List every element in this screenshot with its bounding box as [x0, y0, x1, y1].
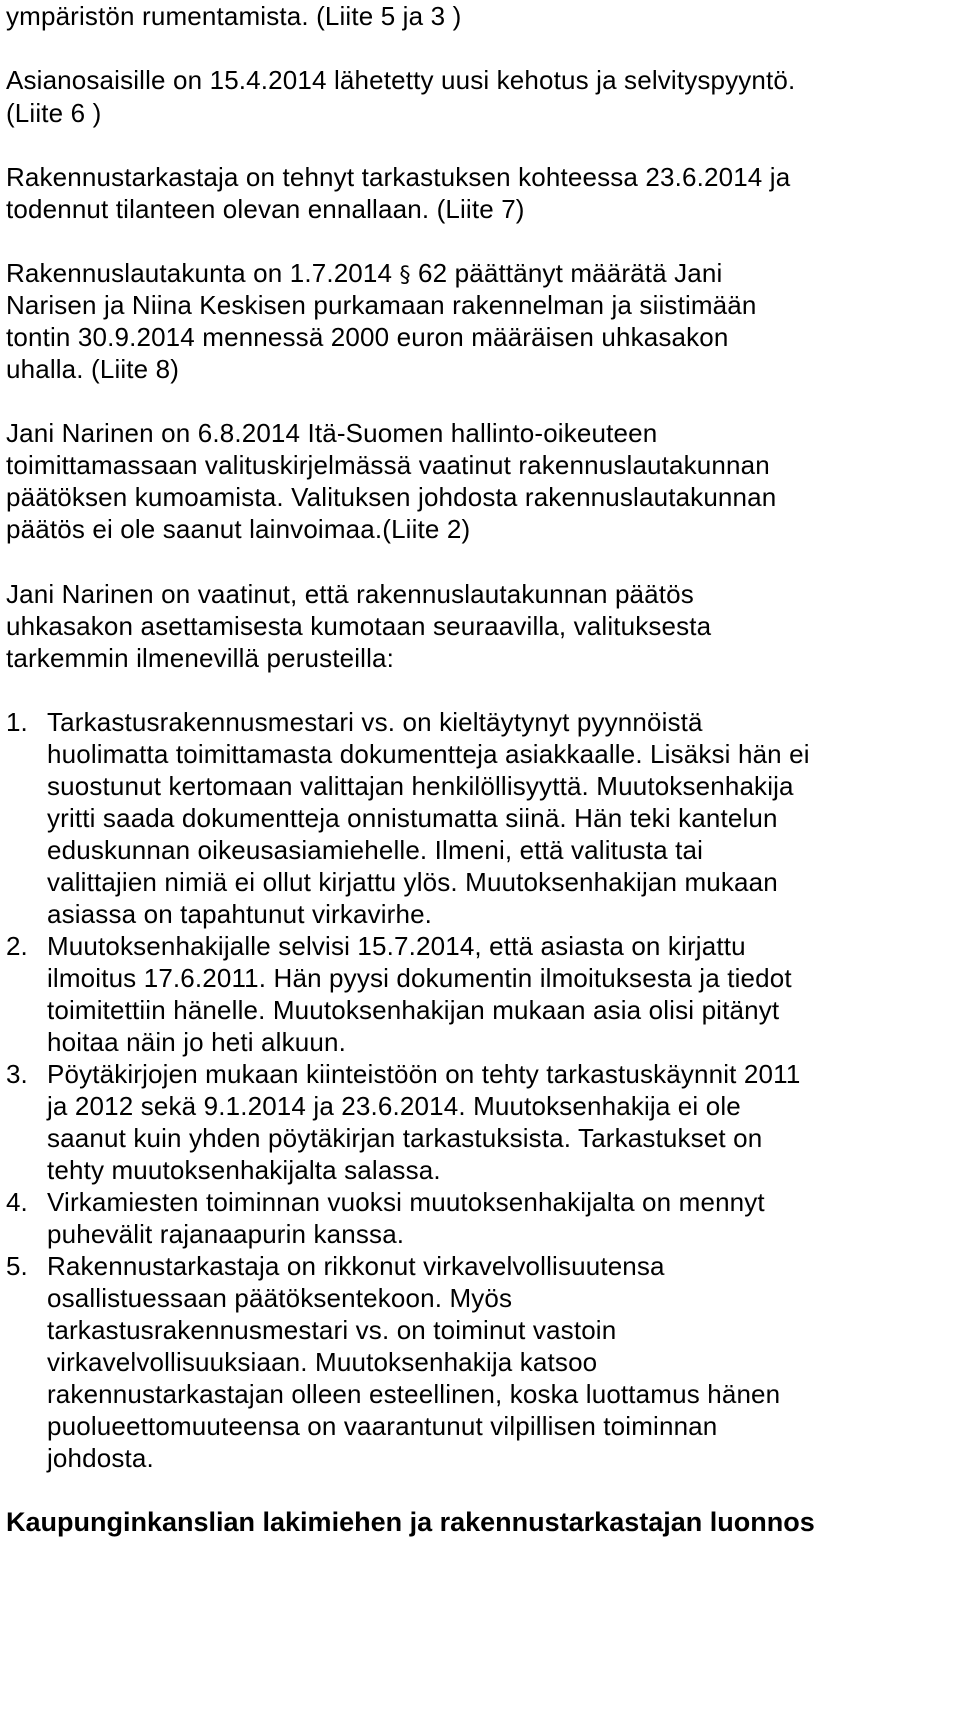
paragraph-text: Rakennuslautakunta on 1.7.2014	[6, 258, 393, 288]
paragraph-line: uhkasakon asettamisesta kumotaan seuraavilla, valituksesta	[6, 611, 712, 641]
paragraph-line: Rakennustarkastaja on tehnyt tarkastuksen kohteessa 23.6.2014 ja	[6, 162, 791, 192]
list-item-line: ja 2012 sekä 9.1.2014 ja 23.6.2014. Muutoksenhakija ei ole	[47, 1091, 741, 1121]
list-item-line: puolueettomuuteensa on vaarantunut vilpillisen toiminnan	[47, 1411, 718, 1441]
list-number: 3.	[6, 1059, 28, 1089]
list-item-line: Pöytäkirjojen mukaan kiinteistöön on tehty tarkastuskäynnit 2011	[47, 1059, 801, 1089]
paragraph-line: Narisen ja Niina Keskisen purkamaan rakennelman ja siistimään	[6, 290, 757, 320]
paragraph-line: tarkemmin ilmenevillä perusteilla:	[6, 643, 395, 673]
list-number: 2.	[6, 931, 28, 961]
list-item-line: valittajien nimiä ei ollut kirjattu ylös. Muutoksenhakijan mukaan	[47, 867, 778, 897]
list-item-line: Tarkastusrakennusmestari vs. on kieltäytynyt pyynnöistä	[47, 707, 703, 737]
paragraph-line	[6, 257, 722, 292]
list-item-line: virkavelvollisuuksiaan. Muutoksenhakija katsoo	[47, 1347, 598, 1377]
list-item-line: puhevälit rajanaapurin kanssa.	[47, 1219, 405, 1249]
list-item-line: yritti saada dokumentteja onnistumatta siinä. Hän teki kantelun	[47, 803, 778, 833]
list-item-line: osallistuessaan päätöksentekoon. Myös	[47, 1283, 513, 1313]
list-item-line: toimitettiin hänelle. Muutoksenhakijan mukaan asia olisi pitänyt	[47, 995, 780, 1025]
paragraph-line: tontin 30.9.2014 mennessä 2000 euron määräisen uhkasakon	[6, 322, 729, 352]
list-item-line: Virkamiesten toiminnan vuoksi muutoksenhakijalta on mennyt	[47, 1187, 765, 1217]
paragraph-line: ympäristön rumentamista. (Liite 5 ja 3 )	[6, 1, 462, 31]
paragraph-text: 62 päättänyt määrätä Jani	[418, 258, 723, 288]
list-item-line: rakennustarkastajan olleen esteellinen, koska luottamus hänen	[47, 1379, 781, 1409]
list-item-line: hoitaa näin jo heti alkuun.	[47, 1027, 346, 1057]
list-item-line: saanut kuin yhden pöytäkirjan tarkastuksista. Tarkastukset on	[47, 1123, 763, 1153]
section-sign: §	[399, 263, 411, 288]
list-number: 4.	[6, 1187, 28, 1217]
paragraph-line: Jani Narinen on vaatinut, että rakennuslautakunnan päätös	[6, 579, 694, 609]
list-item-line: tarkastusrakennusmestari vs. on toiminut vastoin	[47, 1315, 617, 1345]
list-item-line: asiassa on tapahtunut virkavirhe.	[47, 899, 433, 929]
list-item-line: johdosta.	[47, 1443, 154, 1473]
list-item-line: Muutoksenhakijalle selvisi 15.7.2014, että asiasta on kirjattu	[47, 931, 746, 961]
paragraph-line: päätöksen kumoamista. Valituksen johdosta rakennuslautakunnan	[6, 482, 777, 512]
list-number: 1.	[6, 707, 28, 737]
list-item-line: suostunut kertomaan valittajan henkilöllisyyttä. Muutoksenhakija	[47, 771, 794, 801]
list-item-line: huolimatta toimittamasta dokumentteja asiakkaalle. Lisäksi hän ei	[47, 739, 810, 769]
paragraph-line: todennut tilanteen olevan ennallaan. (Liite 7)	[6, 194, 525, 224]
section-heading: Kaupunginkanslian lakimiehen ja rakennustarkastajan luonnos	[6, 1507, 815, 1537]
list-number: 5.	[6, 1251, 28, 1281]
list-item-line: tehty muutoksenhakijalta salassa.	[47, 1155, 441, 1185]
paragraph-line: Jani Narinen on 6.8.2014 Itä-Suomen hallinto-oikeuteen	[6, 418, 658, 448]
list-item-line: ilmoitus 17.6.2011. Hän pyysi dokumentin ilmoituksesta ja tiedot	[47, 963, 792, 993]
paragraph-line: toimittamassaan valituskirjelmässä vaatinut rakennuslautakunnan	[6, 450, 770, 480]
list-item-line: eduskunnan oikeusasiamiehelle. Ilmeni, että valitusta tai	[47, 835, 704, 865]
list-item-line: Rakennustarkastaja on rikkonut virkavelvollisuutensa	[47, 1251, 665, 1281]
paragraph-line: (Liite 6 )	[6, 98, 102, 128]
paragraph-line: Asianosaisille on 15.4.2014 lähetetty uusi kehotus ja selvityspyyntö.	[6, 65, 796, 95]
paragraph-line: uhalla. (Liite 8)	[6, 354, 180, 384]
paragraph-line: päätös ei ole saanut lainvoimaa.(Liite 2)	[6, 514, 471, 544]
